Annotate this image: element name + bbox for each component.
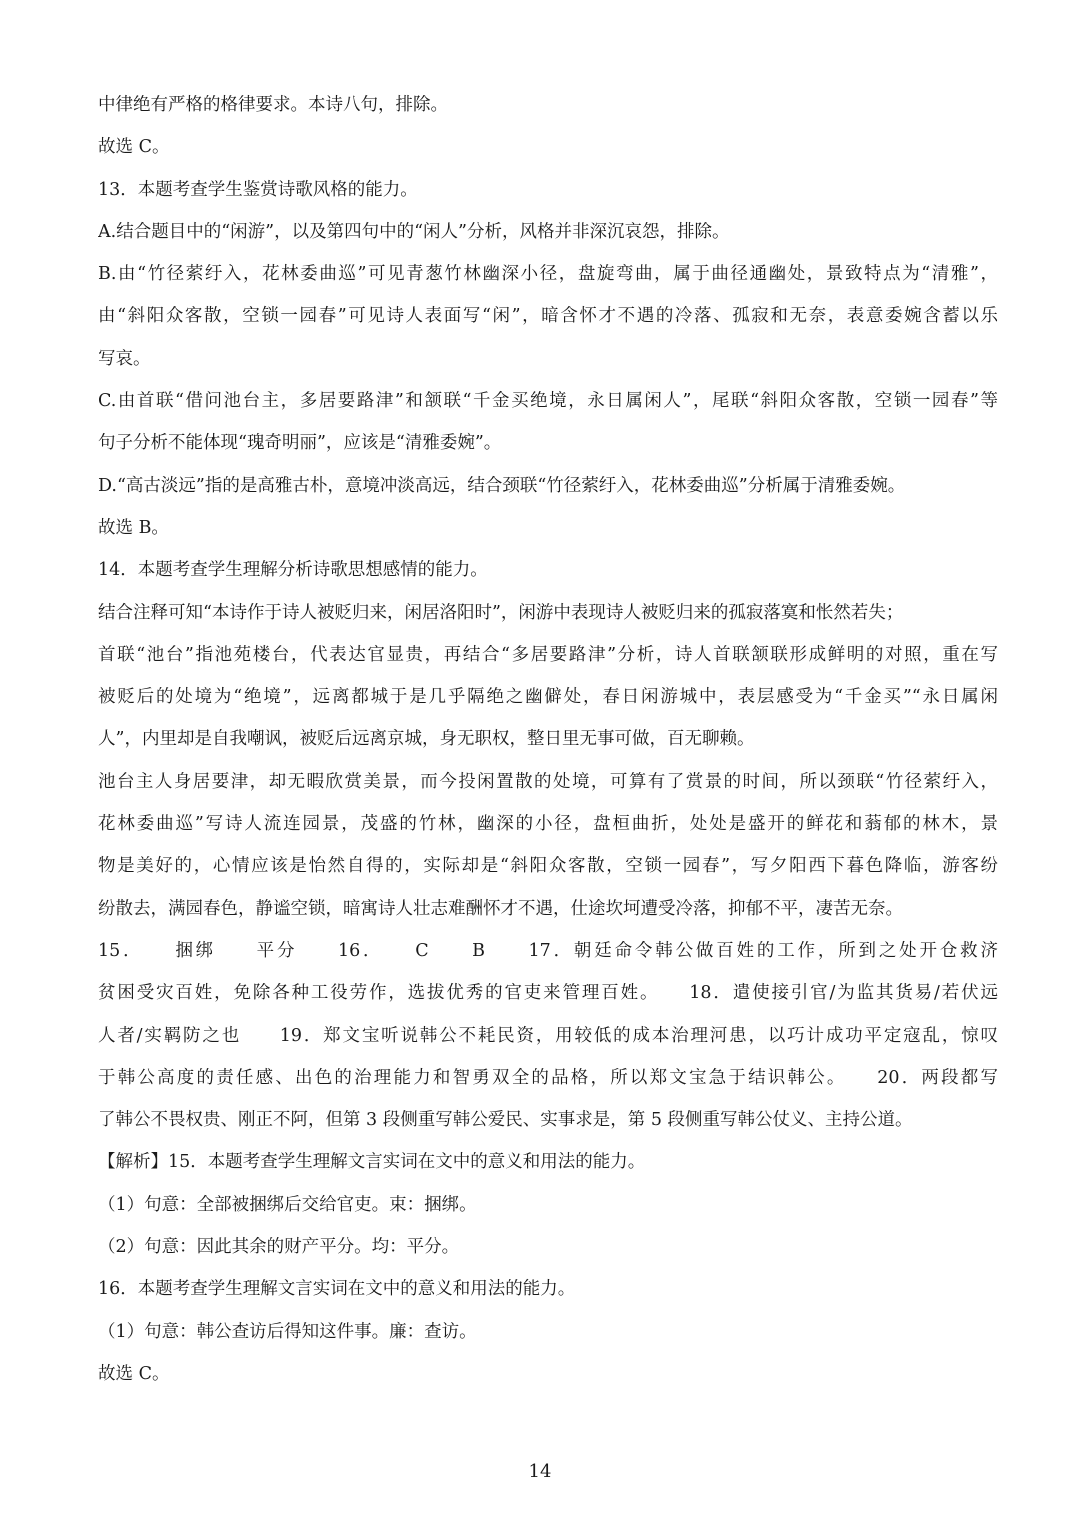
text-line: 写哀。: [98, 348, 151, 369]
text-line: A.结合题目中的“闲游”，以及第四句中的“闲人”分析，风格并非深沉哀怨，排除。: [98, 221, 730, 242]
text-line: 花林委曲巡”写诗人流连园景，茂盛的竹林，幽深的小径，盘桓曲折，处处是盛开的鲜花和蓊郁的林木，景: [98, 814, 998, 835]
text-line: （1）句意：全部被捆绑后交给官吏。束：捆绑。: [98, 1194, 477, 1215]
text-line: 由“斜阳众客散，空锁一园春”可见诗人表面写“闲”，暗含怀才不遇的冷落、孤寂和无奈，表意委婉含蓄以乐: [98, 306, 998, 327]
page-number: 14: [528, 1461, 552, 1482]
text-line: 结合注释可知“本诗作于诗人被贬归来，闲居洛阳时”，闲游中表现诗人被贬归来的孤寂落寞和怅然若失；: [98, 602, 904, 623]
text-line: 物是美好的，心情应该是怡然自得的，实际却是“斜阳众客散，空锁一园春”，写夕阳西下暮色降临，游客纷: [98, 856, 998, 877]
document-body: [98, 84, 998, 1395]
text-line: B.由“竹径萦纡入，花林委曲巡”可见青葱竹林幽深小径，盘旋弯曲，属于曲径通幽处，景致特点为“清雅”，: [98, 264, 998, 285]
text-line: 被贬后的处境为“绝境”，远离都城于是几乎隔绝之幽僻处，春日闲游城中，表层感受为“千金买”“永日属闲: [98, 687, 998, 708]
text-line: 故选 C。: [98, 1363, 170, 1384]
text-line: （1）句意：韩公查访后得知这件事。廉：查访。: [98, 1321, 477, 1342]
answer-line: 15． 捆绑 平分 16． C B 17．朝廷命令韩公做百姓的工作，所到之处开仓救济: [98, 940, 998, 961]
analysis-heading: 【解析】15．本题考查学生理解文言实词在文中的意义和用法的能力。: [98, 1152, 646, 1173]
question-heading: 14．本题考查学生理解分析诗歌思想感情的能力。: [98, 560, 488, 581]
text-line: 句子分析不能体现“瑰奇明丽”，应该是“清雅委婉”。: [98, 433, 502, 454]
answer-line: 了韩公不畏权贵、刚正不阿，但第 3 段侧重写韩公爱民、实事求是，第 5 段侧重写韩公仗义、主持公道。: [98, 1110, 913, 1131]
text-line: C.由首联“借问池台主，多居要路津”和颔联“千金买绝境，永日属闲人”，尾联“斜阳众客散，空锁一园春”等: [98, 391, 998, 412]
text-line: 池台主人身居要津，却无暇欣赏美景，而今投闲置散的处境，可算有了赏景的时间，所以颈联“竹径萦纡入，: [98, 771, 998, 792]
answer-line: 贫困受灾百姓，免除各种工役劳作，选拔优秀的官吏来管理百姓。 18．遣使接引官/为监其货易/若伏远: [98, 983, 998, 1004]
text-line: D.“高古淡远”指的是高雅古朴，意境冲淡高远，结合颈联“竹径萦纡入，花林委曲巡”分析属于清雅委婉。: [98, 475, 906, 496]
answer-line: 于韩公高度的责任感、出色的治理能力和智勇双全的品格，所以郑文宝急于结识韩公。 20．两段都写: [98, 1067, 998, 1088]
question-heading: 16．本题考查学生理解文言实词在文中的意义和用法的能力。: [98, 1279, 576, 1300]
text-line: （2）句意：因此其余的财产平分。均：平分。: [98, 1237, 460, 1258]
text-line: 人”，内里却是自我嘲讽，被贬后远离京城，身无职权，整日里无事可做，百无聊赖。: [98, 729, 755, 750]
text-line: 故选 B。: [98, 517, 169, 538]
text-line: 首联“池台”指池苑楼台，代表达官显贵，再结合“多居要路津”分析，诗人首联颔联形成鲜明的对照，重在写: [98, 644, 998, 665]
answer-line: 人者/实羁防之也 19．郑文宝听说韩公不耗民资，用较低的成本治理河患，以巧计成功平定寇乱，惊叹: [98, 1025, 998, 1046]
question-heading: 13．本题考查学生鉴赏诗歌风格的能力。: [98, 179, 418, 200]
text-line: 纷散去，满园春色，静谧空锁，暗寓诗人壮志难酬怀才不遇，仕途坎坷遭受冷落，抑郁不平，凄苦无奈。: [98, 898, 903, 919]
text-line: 故选 C。: [98, 137, 170, 158]
text-line: 中律绝有严格的格律要求。本诗八句，排除。: [98, 95, 448, 115]
